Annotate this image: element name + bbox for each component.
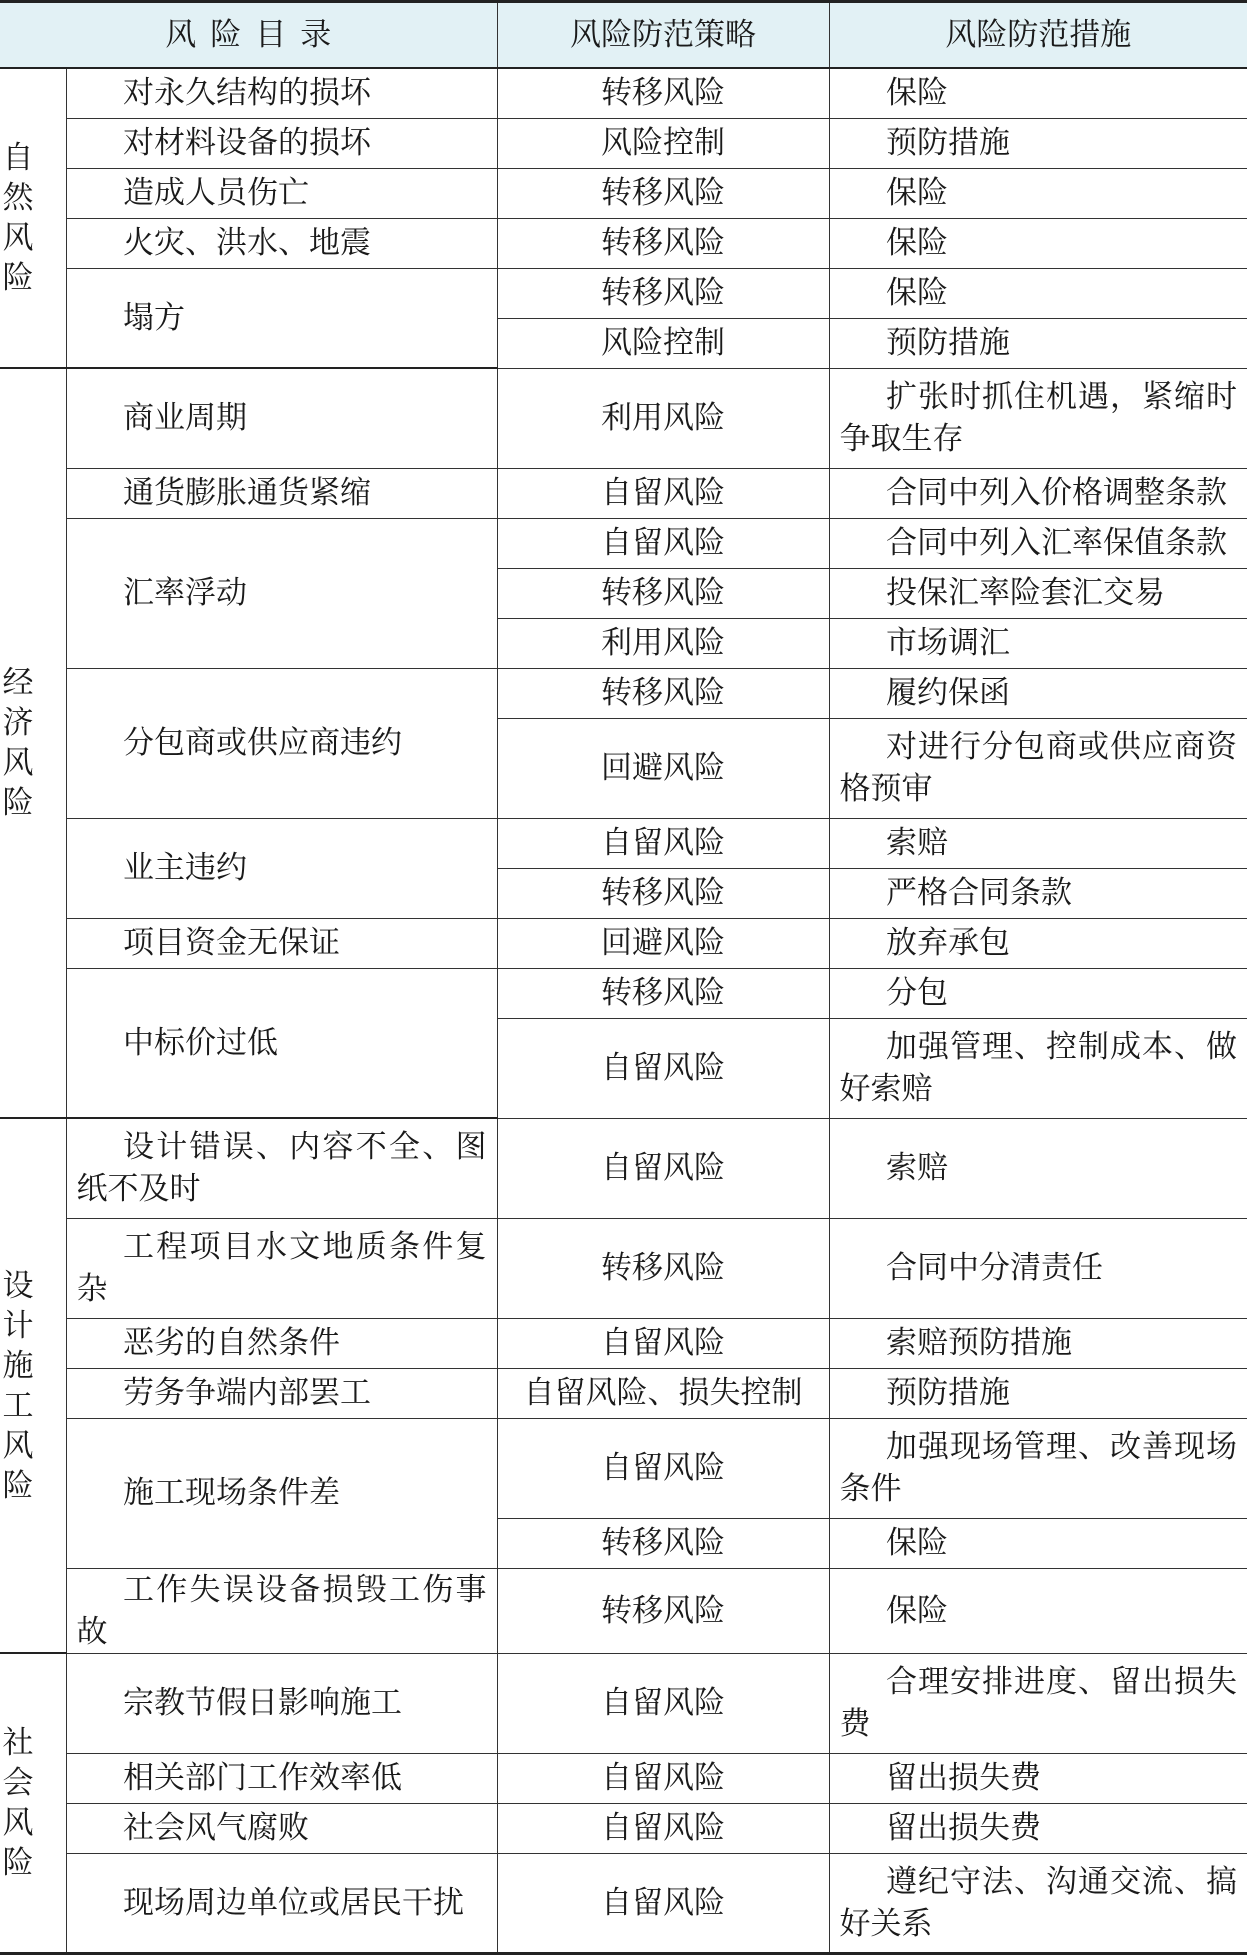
- table-row: [0, 918, 1247, 968]
- risk-strategy: 风险控制: [497, 118, 829, 168]
- risk-item: 工作失误设备损毁工伤事故: [66, 1568, 497, 1653]
- risk-item: 社会风气腐败: [66, 1803, 497, 1853]
- risk-item: 劳务争端内部罢工: [66, 1368, 497, 1418]
- risk-strategy: 自留风险: [497, 468, 829, 518]
- risk-item: 中标价过低: [66, 968, 497, 1118]
- risk-strategy: 自留风险: [497, 1018, 829, 1118]
- risk-measure: 索赔: [829, 1118, 1247, 1218]
- risk-item: 施工现场条件差: [66, 1418, 497, 1568]
- risk-strategy: 转移风险: [497, 168, 829, 218]
- table-row: [0, 1318, 1247, 1368]
- table-row: [0, 368, 1247, 468]
- risk-measure: 预防措施: [829, 1368, 1247, 1418]
- risk-measure: 保险: [829, 268, 1247, 318]
- risk-measure: 市场调汇: [829, 618, 1247, 668]
- risk-measure: 保险: [829, 1518, 1247, 1568]
- table-row: [0, 1218, 1247, 1318]
- category-label: 设计施工风险: [2, 1267, 34, 1504]
- header-catalog: 风险目录: [0, 2, 497, 69]
- category-cell: [0, 1118, 66, 1653]
- risk-item: 设计错误、内容不全、图纸不及时: [66, 1118, 497, 1218]
- risk-strategy: 自留风险、损失控制: [497, 1368, 829, 1418]
- risk-strategy: 自留风险: [497, 818, 829, 868]
- risk-item: 相关部门工作效率低: [66, 1753, 497, 1803]
- risk-item: 项目资金无保证: [66, 918, 497, 968]
- risk-measure: 留出损失费: [829, 1803, 1247, 1853]
- risk-measure: 索赔预防措施: [829, 1318, 1247, 1368]
- risk-measure: 放弃承包: [829, 918, 1247, 968]
- table-row: [0, 1368, 1247, 1418]
- table-row: [0, 468, 1247, 518]
- table-row: [0, 668, 1247, 718]
- risk-measure: 对进行分包商或供应商资格预审: [829, 718, 1247, 818]
- risk-strategy: 自留风险: [497, 1853, 829, 1953]
- risk-strategy: 转移风险: [497, 68, 829, 118]
- risk-strategy: 利用风险: [497, 368, 829, 468]
- risk-measure: 留出损失费: [829, 1753, 1247, 1803]
- risk-strategy: 自留风险: [497, 1653, 829, 1753]
- table-row: [0, 1753, 1247, 1803]
- category-cell: [0, 68, 66, 368]
- risk-strategy: 转移风险: [497, 868, 829, 918]
- risk-measure: 合同中列入价格调整条款: [829, 468, 1247, 518]
- risk-strategy: 自留风险: [497, 1753, 829, 1803]
- risk-strategy: 转移风险: [497, 568, 829, 618]
- table-row: [0, 218, 1247, 268]
- risk-strategy: 转移风险: [497, 268, 829, 318]
- risk-item: 分包商或供应商违约: [66, 668, 497, 818]
- risk-item: 汇率浮动: [66, 518, 497, 668]
- risk-strategy: 回避风险: [497, 918, 829, 968]
- category-cell: [0, 1653, 66, 1953]
- risk-measure: 分包: [829, 968, 1247, 1018]
- risk-strategy: 转移风险: [497, 668, 829, 718]
- risk-item: 现场周边单位或居民干扰: [66, 1853, 497, 1953]
- table-row: [0, 168, 1247, 218]
- risk-strategy: 转移风险: [497, 1568, 829, 1653]
- table-row: [0, 68, 1247, 118]
- risk-strategy: 利用风险: [497, 618, 829, 668]
- risk-measure: 扩张时抓住机遇，紧缩时争取生存: [829, 368, 1247, 468]
- risk-strategy: 转移风险: [497, 1518, 829, 1568]
- header-strategy: 风险防范策略: [497, 2, 829, 69]
- risk-item: 塌方: [66, 268, 497, 368]
- risk-strategy: 回避风险: [497, 718, 829, 818]
- risk-measure: 遵纪守法、沟通交流、搞好关系: [829, 1853, 1247, 1953]
- risk-measure: 投保汇率险套汇交易: [829, 568, 1247, 618]
- risk-measure: 合同中分清责任: [829, 1218, 1247, 1318]
- header-row: [0, 2, 1247, 69]
- risk-item: 火灾、洪水、地震: [66, 218, 497, 268]
- risk-measure: 保险: [829, 218, 1247, 268]
- table-row: [0, 1418, 1247, 1518]
- table-row: [0, 1568, 1247, 1653]
- table-row: [0, 518, 1247, 568]
- risk-item: 恶劣的自然条件: [66, 1318, 497, 1368]
- table-row: [0, 1118, 1247, 1218]
- table-row: [0, 1653, 1247, 1753]
- risk-item: 对永久结构的损坏: [66, 68, 497, 118]
- risk-measure: 严格合同条款: [829, 868, 1247, 918]
- risk-strategy: 自留风险: [497, 518, 829, 568]
- category-label: 经济风险: [2, 665, 34, 821]
- risk-measure: 履约保函: [829, 668, 1247, 718]
- risk-measure: 合同中列入汇率保值条款: [829, 518, 1247, 568]
- risk-measure: 索赔: [829, 818, 1247, 868]
- risk-item: 工程项目水文地质条件复杂: [66, 1218, 497, 1318]
- risk-strategy: 自留风险: [497, 1418, 829, 1518]
- risk-strategy: 转移风险: [497, 968, 829, 1018]
- risk-strategy: 自留风险: [497, 1803, 829, 1853]
- risk-item: 业主违约: [66, 818, 497, 918]
- risk-strategy: 自留风险: [497, 1318, 829, 1368]
- risk-measure: 加强现场管理、改善现场条件: [829, 1418, 1247, 1518]
- risk-measure: 保险: [829, 68, 1247, 118]
- header-measure: 风险防范措施: [829, 2, 1247, 69]
- category-label: 自然风险: [2, 140, 34, 296]
- risk-strategy: 自留风险: [497, 1118, 829, 1218]
- risk-strategy: 风险控制: [497, 318, 829, 368]
- risk-measure: 加强管理、控制成本、做好索赔: [829, 1018, 1247, 1118]
- risk-measure: 合理安排进度、留出损失费: [829, 1653, 1247, 1753]
- risk-measure: 保险: [829, 1568, 1247, 1653]
- risk-measure: 预防措施: [829, 118, 1247, 168]
- risk-measure: 预防措施: [829, 318, 1247, 368]
- category-label: 社会风险: [2, 1724, 34, 1881]
- table-row: [0, 818, 1247, 868]
- table-row: [0, 1803, 1247, 1853]
- risk-item: 通货膨胀通货紧缩: [66, 468, 497, 518]
- risk-item: 宗教节假日影响施工: [66, 1653, 497, 1753]
- table-row: [0, 118, 1247, 168]
- risk-strategy: 转移风险: [497, 218, 829, 268]
- risk-item: 对材料设备的损坏: [66, 118, 497, 168]
- table-row: [0, 1853, 1247, 1953]
- risk-item: 商业周期: [66, 368, 497, 468]
- category-cell: [0, 368, 66, 1118]
- risk-item: 造成人员伤亡: [66, 168, 497, 218]
- table-body: [0, 68, 1247, 1953]
- table-row: [0, 268, 1247, 318]
- table-row: [0, 968, 1247, 1018]
- risk-strategy: 转移风险: [497, 1218, 829, 1318]
- risk-measure: 保险: [829, 168, 1247, 218]
